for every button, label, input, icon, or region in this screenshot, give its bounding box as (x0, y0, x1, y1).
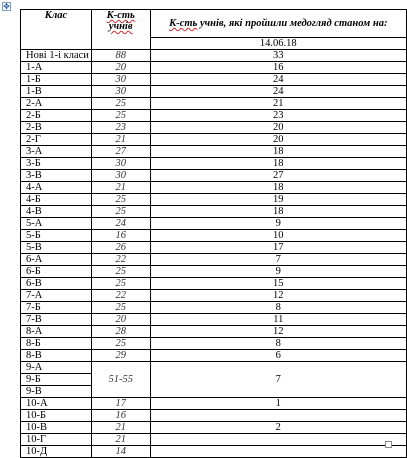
exam-count-cell: 16 (150, 62, 406, 74)
exam-count-cell: 18 (150, 146, 406, 158)
student-count-cell: 29 (91, 350, 150, 362)
exam-count-cell: 18 (150, 182, 406, 194)
exam-count-cell: 19 (150, 194, 406, 206)
student-count-cell: 23 (91, 122, 150, 134)
table-row (21, 206, 407, 218)
class-cell: 4-А (21, 182, 92, 194)
student-count-cell: 25 (91, 110, 150, 122)
student-count-cell: 21 (91, 182, 150, 194)
class-cell: Нові 1-і класи (21, 50, 92, 62)
exam-count-cell: 2 (150, 422, 406, 434)
exam-count-cell: 7 (150, 254, 406, 266)
table-row (21, 158, 407, 170)
table-row (21, 326, 407, 338)
student-count-cell: 25 (91, 338, 150, 350)
table-row (21, 230, 407, 242)
student-count-cell: 21 (91, 422, 150, 434)
class-cell: 2-А (21, 98, 92, 110)
class-cell: 9-А (21, 362, 92, 374)
exam-count-cell: 10 (150, 230, 406, 242)
table-row (21, 194, 407, 206)
medical-exam-table (20, 9, 407, 458)
class-cell: 2-В (21, 122, 92, 134)
exam-count-cell: 27 (150, 170, 406, 182)
class-cell: 3-Б (21, 158, 92, 170)
header-count (91, 10, 150, 50)
table-row (21, 134, 407, 146)
table-row (21, 110, 407, 122)
table-row (21, 266, 407, 278)
exam-count-cell: 8 (150, 338, 406, 350)
table-row (21, 218, 407, 230)
class-cell: 3-А (21, 146, 92, 158)
exam-count-cell: 18 (150, 206, 406, 218)
student-count-cell: 51-55 (91, 362, 150, 398)
class-cell: 10-В (21, 422, 92, 434)
student-count-cell: 14 (91, 446, 150, 458)
table-row (21, 146, 407, 158)
class-cell: 7-Б (21, 302, 92, 314)
student-count-cell: 25 (91, 194, 150, 206)
exam-count-cell: 12 (150, 326, 406, 338)
class-cell: 1-В (21, 86, 92, 98)
student-count-cell: 22 (91, 254, 150, 266)
student-count-cell: 30 (91, 86, 150, 98)
class-cell: 6-В (21, 278, 92, 290)
student-count-cell: 25 (91, 278, 150, 290)
class-cell: 9-В (21, 386, 92, 398)
header-exam (150, 10, 406, 38)
table-row (21, 314, 407, 326)
student-count-cell: 88 (91, 50, 150, 62)
student-count-cell: 16 (91, 410, 150, 422)
class-cell: 7-В (21, 314, 92, 326)
exam-count-cell: 23 (150, 110, 406, 122)
exam-count-cell (150, 434, 406, 446)
exam-count-cell: 7 (150, 362, 406, 398)
student-count-cell: 16 (91, 230, 150, 242)
table-row (21, 98, 407, 110)
table-row (21, 170, 407, 182)
student-count-cell: 30 (91, 158, 150, 170)
class-cell: 2-Б (21, 110, 92, 122)
exam-count-cell: 9 (150, 218, 406, 230)
exam-count-cell: 11 (150, 314, 406, 326)
header-exam-label: учнів, які пройшли медогляд станом на: (197, 18, 388, 29)
table-row (21, 242, 407, 254)
class-cell: 6-Б (21, 266, 92, 278)
table-row (21, 290, 407, 302)
student-count-cell: 27 (91, 146, 150, 158)
class-cell: 6-А (21, 254, 92, 266)
table-row (21, 74, 407, 86)
exam-count-cell: 20 (150, 122, 406, 134)
student-count-cell: 25 (91, 206, 150, 218)
class-cell: 7-А (21, 290, 92, 302)
table-row (21, 182, 407, 194)
exam-count-cell: 21 (150, 98, 406, 110)
exam-count-cell: 15 (150, 278, 406, 290)
exam-count-cell: 18 (150, 158, 406, 170)
class-cell: 8-В (21, 350, 92, 362)
table-row (21, 434, 407, 446)
class-cell: 10-А (21, 398, 92, 410)
student-count-cell: 26 (91, 242, 150, 254)
student-count-cell: 30 (91, 74, 150, 86)
exam-count-cell (150, 410, 406, 422)
exam-count-cell: 9 (150, 266, 406, 278)
header-class-label: Клас (44, 10, 68, 21)
student-count-cell: 21 (91, 434, 150, 446)
table-row (21, 446, 407, 458)
class-cell: 1-А (21, 62, 92, 74)
student-count-cell: 17 (91, 398, 150, 410)
student-count-cell: 25 (91, 98, 150, 110)
table-row (21, 350, 407, 362)
table-body (21, 10, 407, 458)
class-cell: 2-Г (21, 134, 92, 146)
student-count-cell: 24 (91, 218, 150, 230)
table-row (21, 338, 407, 350)
table-row (21, 254, 407, 266)
student-count-cell: 21 (91, 134, 150, 146)
exam-count-cell: 33 (150, 50, 406, 62)
table-row (21, 62, 407, 74)
class-cell: 8-А (21, 326, 92, 338)
student-count-cell: 25 (91, 266, 150, 278)
exam-count-cell: 17 (150, 242, 406, 254)
student-count-cell: 30 (91, 170, 150, 182)
header-class (21, 10, 92, 50)
table-row (21, 122, 407, 134)
student-count-cell: 22 (91, 290, 150, 302)
class-cell: 4-Б (21, 194, 92, 206)
exam-count-cell: 1 (150, 398, 406, 410)
class-cell: 10-Д (21, 446, 92, 458)
table-row (21, 302, 407, 314)
header-exam-prefix: К-сть (169, 18, 198, 29)
exam-count-cell: 20 (150, 134, 406, 146)
class-cell: 5-А (21, 218, 92, 230)
exam-count-cell: 8 (150, 302, 406, 314)
table-row (21, 50, 407, 62)
table-row (21, 422, 407, 434)
exam-count-cell: 24 (150, 74, 406, 86)
table-row (21, 278, 407, 290)
table-row (21, 410, 407, 422)
header-row (21, 10, 407, 38)
header-count-label: К-сть учнів (106, 10, 135, 32)
class-cell: 10-Б (21, 410, 92, 422)
exam-count-cell: 12 (150, 290, 406, 302)
class-cell: 3-В (21, 170, 92, 182)
student-count-cell: 28 (91, 326, 150, 338)
exam-count-cell (150, 446, 406, 458)
class-cell: 10-Г (21, 434, 92, 446)
class-cell: 5-Б (21, 230, 92, 242)
table-resize-handle[interactable] (385, 441, 392, 448)
student-count-cell: 25 (91, 302, 150, 314)
table-row (21, 398, 407, 410)
table-move-handle-icon[interactable]: ✥ (3, 2, 10, 11)
class-cell: 8-Б (21, 338, 92, 350)
class-cell: 9-Б (21, 374, 92, 386)
class-cell: 1-Б (21, 74, 92, 86)
class-cell: 5-В (21, 242, 92, 254)
student-count-cell: 20 (91, 62, 150, 74)
header-date: 14.06.18 (150, 38, 406, 50)
student-count-cell: 20 (91, 314, 150, 326)
table-row (21, 86, 407, 98)
class-cell: 4-В (21, 206, 92, 218)
exam-count-cell: 6 (150, 350, 406, 362)
exam-count-cell: 24 (150, 86, 406, 98)
table-row (21, 362, 407, 374)
